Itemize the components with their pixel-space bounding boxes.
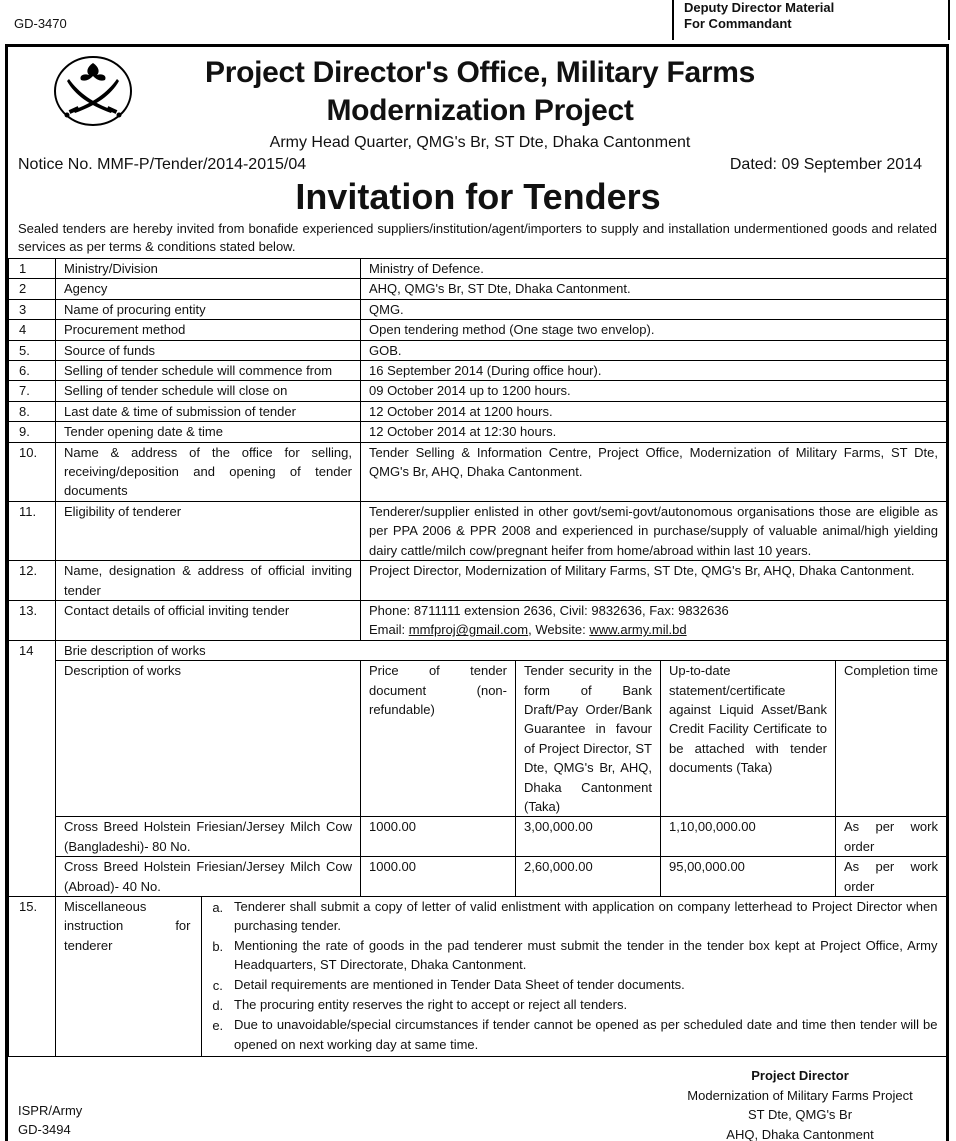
row-value: GOB.: [361, 340, 947, 360]
misc-letter: c.: [212, 977, 223, 993]
row-number: 7.: [9, 381, 56, 401]
row-number: 5.: [9, 340, 56, 360]
misc-letter: a.: [212, 900, 224, 915]
table-row: [9, 259, 947, 279]
row-value: 09 October 2014 up to 1200 hours.: [361, 381, 947, 401]
row-value: AHQ, QMG's Br, ST Dte, Dhaka Cantonment.: [361, 279, 947, 299]
footer-left: [18, 1101, 82, 1139]
misc-letter: d.: [212, 998, 224, 1014]
ispr-label: ISPR/Army: [18, 1103, 83, 1118]
office-address: Army Head Quarter, QMG's Br, ST Dte, Dhaka Cantonment: [269, 134, 691, 151]
row-number: 6.: [9, 361, 56, 381]
works-item-completion: As per work order: [836, 857, 947, 897]
works-header-security: Tender security in the form of Bank Draft/Pay Order/Bank Guarantee in favour of Project Director, ST Dte, QMG's Br, AHQ, Dhaka Cantonment (Taka): [516, 661, 661, 817]
row-value: Ministry of Defence.: [361, 259, 947, 279]
row-number: 13.: [9, 600, 56, 640]
table-row: [9, 401, 947, 421]
works-item-security: 3,00,000.00: [516, 817, 661, 857]
table-row: [9, 361, 947, 381]
works-item-description: Cross Breed Holstein Friesian/Jersey Milch Cow (Bangladeshi)- 80 No.: [56, 817, 361, 857]
works-item-price: 1000.00: [361, 857, 516, 897]
table-row: [9, 422, 947, 442]
table-row: [9, 381, 947, 401]
row-number: 11.: [9, 501, 56, 560]
row-label: Procurement method: [56, 320, 361, 340]
row-number: 10.: [9, 442, 56, 501]
row-label: Name & address of the office for selling, receiving/deposition and opening of tender documents: [56, 442, 361, 501]
row-label: Name, designation & address of official inviting tender: [56, 561, 361, 601]
table-row: [9, 442, 947, 501]
works-item-liquid-asset: 95,00,000.00: [661, 857, 836, 897]
row-label: Agency: [56, 279, 361, 299]
signature-title: Project Director: [751, 1068, 849, 1083]
signature-line: AHQ, Dhaka Cantonment: [726, 1126, 874, 1141]
row-number: 8.: [9, 401, 56, 421]
email-prefix: Email:: [369, 622, 409, 638]
contact-email-line: [369, 620, 938, 639]
row-label: Selling of tender schedule will commence from: [56, 361, 361, 381]
row-label: Contact details of official inviting tender: [56, 600, 361, 640]
misc-row: [9, 897, 947, 1057]
signature-block: [655, 1066, 945, 1141]
table-row: [9, 299, 947, 319]
table-row: [9, 279, 947, 299]
signature-line: Modernization of Military Farms Project: [687, 1087, 913, 1103]
contact-details: [361, 600, 947, 640]
row-label: Tender opening date & time: [56, 422, 361, 442]
works-item-security: 2,60,000.00: [516, 857, 661, 897]
contact-phone: Phone: 8711111 extension 2636, Civil: 9832636, Fax: 9832636: [369, 602, 729, 618]
row-label: Selling of tender schedule will close on: [56, 381, 361, 401]
works-title-row: [9, 640, 947, 660]
row-number: 9.: [9, 422, 56, 442]
army-emblem-icon: [53, 55, 133, 127]
table-row: [9, 501, 947, 560]
works-item-completion: As per work order: [836, 817, 947, 857]
row-value: Tenderer/supplier enlisted in other govt/semi-govt/autonomous organisations those are eligible as per PPA 2006 & PPR 2008 and experienced in purchase/supply of valuable animal/high yielding dairy cattle/milch cow/pregnant heifer from home/abroad within last 10 years.: [361, 501, 947, 560]
website-prefix: , Website:: [528, 622, 590, 638]
misc-item: Tenderer shall submit a copy of letter of valid enlistment with application on company letterhead to Project Director when purchasing tender.: [234, 899, 938, 934]
row-value: 16 September 2014 (During office hour).: [361, 361, 947, 381]
works-title: Brie description of works: [56, 640, 947, 660]
row-number: 15.: [9, 897, 56, 1057]
row-value: Tender Selling & Information Centre, Project Office, Modernization of Military Farms, ST Dte, QMG's Br, AHQ, Dhaka Cantonment.: [361, 442, 947, 501]
row-label: Eligibility of tenderer: [56, 501, 361, 560]
email-link[interactable]: mmfproj@gmail.com: [408, 622, 529, 638]
works-item-row: [9, 857, 947, 897]
row-label: Source of funds: [56, 340, 361, 360]
row-number: 14: [9, 640, 56, 660]
works-header-description: Description of works: [56, 661, 361, 817]
misc-item: Due to unavoidable/special circumstances if tender cannot be opened as per scheduled date and time then tender will be opened on next working day at same time.: [234, 1017, 938, 1052]
office-title: Project Director's Office, Military Farms: [204, 56, 756, 89]
table-row: [9, 340, 947, 360]
misc-letter: b.: [212, 938, 224, 954]
row-value: Open tendering method (One stage two envelop).: [361, 320, 947, 340]
row-label: Name of procuring entity: [56, 299, 361, 319]
intro-paragraph: Sealed tenders are hereby invited from bonafide experienced suppliers/institution/agent/importers to supply and installation undermentioned goods and related services as per terms & conditions stated below.: [18, 221, 937, 254]
deputy-director-line: Deputy Director Material: [684, 0, 835, 15]
row-value: 12 October 2014 at 1200 hours.: [361, 401, 947, 421]
misc-item: Mentioning the rate of goods in the pad tenderer must submit the tender in the tender box kept at Project Office, Army Headquarters, ST Directorate, Dhaka Cantonment.: [234, 937, 938, 973]
notice-date: Dated: 09 September 2014: [729, 156, 922, 173]
works-item-description: Cross Breed Holstein Friesian/Jersey Milch Cow (Abroad)- 40 No.: [56, 857, 361, 897]
row-label: Ministry/Division: [56, 259, 361, 279]
row-value: Project Director, Modernization of Military Farms, ST Dte, QMG's Br, AHQ, Dhaka Cantonment.: [361, 561, 947, 601]
table-row: [9, 561, 947, 601]
project-title: Modernization Project: [326, 94, 634, 127]
row-value: QMG.: [361, 299, 947, 319]
misc-item: The procuring entity reserves the right to accept or reject all tenders.: [234, 997, 628, 1013]
misc-label: Miscellaneous instruction for tenderer: [56, 897, 201, 1056]
misc-item: Detail requirements are mentioned in Tender Data Sheet of tender documents.: [234, 976, 685, 992]
works-header-price: Price of tender document (non-refundable): [361, 661, 516, 817]
notice-number: Notice No. MMF-P/Tender/2014-2015/04: [18, 156, 307, 173]
signature-line: ST Dte, QMG's Br: [747, 1107, 853, 1122]
deputy-director-box: [672, 0, 950, 40]
misc-instructions: [56, 897, 946, 1056]
row-number: 4: [9, 320, 56, 340]
website-link[interactable]: www.army.mil.bd: [589, 622, 687, 638]
contact-row: [9, 600, 947, 640]
table-row: [9, 320, 947, 340]
works-header-liquid-asset: Up-to-date statement/certificate against Liquid Asset/Bank Credit Facility Certificate to be attached with tender documents (Taka): [661, 661, 836, 817]
top-bar: [0, 0, 956, 42]
row-value: 12 October 2014 at 12:30 hours.: [361, 422, 947, 442]
row-number: 3: [9, 299, 56, 319]
tender-details-table: [8, 258, 947, 1057]
gd-number-top: GD-3470: [14, 16, 67, 31]
row-number: 12.: [9, 561, 56, 601]
works-item-row: [9, 817, 947, 857]
page-title: Invitation for Tenders: [295, 176, 661, 217]
works-item-liquid-asset: 1,10,00,000.00: [661, 817, 836, 857]
works-header-completion: Completion time: [836, 661, 947, 817]
row-label: Last date & time of submission of tender: [56, 401, 361, 421]
for-commandant-line: For Commandant: [684, 16, 792, 31]
row-number: 2: [9, 279, 56, 299]
gd-number-bottom: GD-3494: [18, 1122, 71, 1137]
row-number: 1: [9, 259, 56, 279]
works-item-price: 1000.00: [361, 817, 516, 857]
misc-letter: e.: [212, 1018, 224, 1034]
works-header-row: [9, 661, 947, 817]
